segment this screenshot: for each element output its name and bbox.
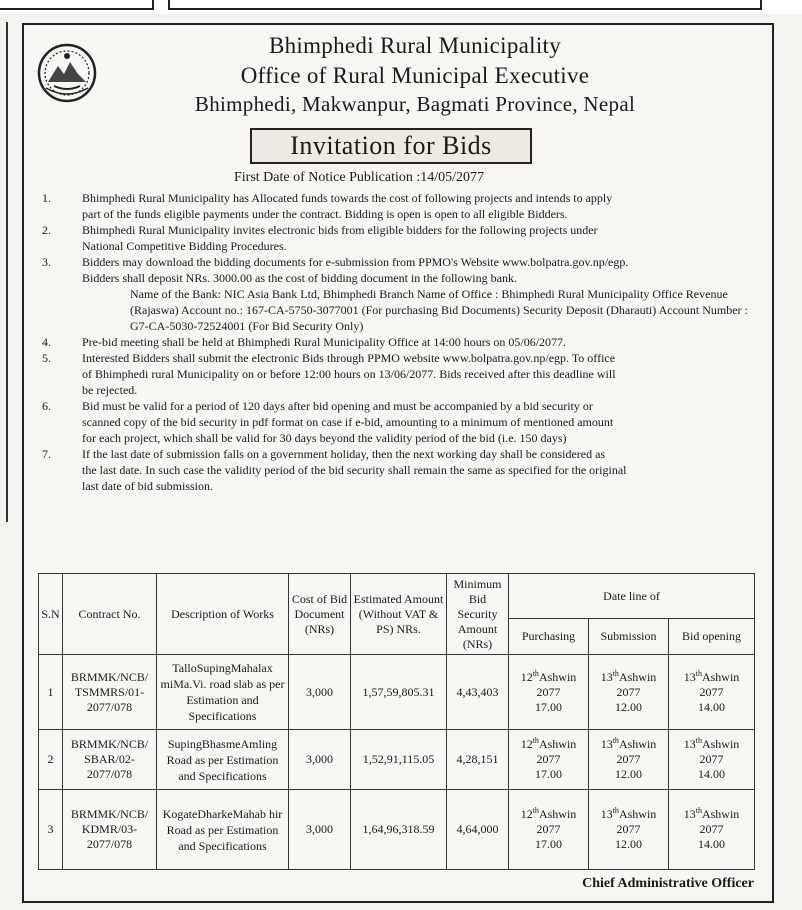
- date-time: 12.00: [615, 699, 642, 714]
- cell-submission-date: [589, 790, 669, 870]
- date-suffix: th: [532, 668, 539, 678]
- date-suffix: th: [612, 668, 619, 678]
- date-month: Ashwin: [538, 737, 577, 751]
- cell-contract: BRMMK/NCB/ KDMR/03- 2077/078: [63, 790, 157, 870]
- date-month: Ashwin: [701, 669, 740, 684]
- date-year: 2077: [616, 752, 641, 766]
- clause-1: [38, 190, 750, 222]
- clause-line: Bidders shall deposit NRs. 3000.00 as the cost of bidding document in the following bank.: [82, 271, 517, 285]
- publication-date: First Date of Notice Publication :14/05/2077: [234, 170, 485, 185]
- cell-submission-date: [589, 730, 669, 790]
- cell-description: SupingBhasmeAmling Road as per Estimation and Specifications: [157, 730, 289, 790]
- date-suffix: th: [612, 736, 619, 745]
- bids-table: [38, 573, 755, 870]
- date-month: Ashwin: [538, 807, 577, 821]
- header-purchasing: Purchasing: [509, 619, 589, 655]
- cell-minimum: 4,43,403: [447, 655, 509, 730]
- table-row: [39, 790, 755, 870]
- date-year: 2077: [699, 822, 724, 836]
- signatory: Chief Administrative Officer: [582, 876, 754, 891]
- date-year: 2077: [616, 684, 641, 699]
- header-sn: S.N: [39, 574, 63, 655]
- clause-7: [38, 446, 750, 494]
- cell-estimated: 1,57,59,805.31: [351, 655, 447, 730]
- bank-details: [38, 286, 750, 334]
- date-day: 12: [520, 807, 533, 821]
- bank-name: Name of the Bank: NIC Asia Bank Ltd, Bhimphedi Branch: [130, 287, 414, 301]
- cell-contract: BRMMK/NCB/ SBAR/02- 2077/078: [63, 730, 157, 790]
- cell-estimated: 1,64,96,318.59: [351, 790, 447, 870]
- header-cost: Cost of Bid Document (NRs): [289, 574, 351, 655]
- cell-contract: BRMMK/NCB/ TSMMRS/01- 2077/078: [63, 655, 157, 730]
- date-time: 14.00: [698, 837, 725, 851]
- nepal-government-emblem-icon: [36, 42, 98, 104]
- date-suffix: th: [532, 806, 539, 815]
- clause-line: Pre-bid meeting shall be held at Bhimphedi Rural Municipality Office at 14:00 hours on 05/06/2077.: [82, 335, 567, 349]
- date-time: 14.00: [698, 767, 725, 781]
- date-year: 2077: [616, 822, 641, 836]
- date-year: 2077: [536, 822, 561, 836]
- clause-2: [38, 222, 750, 254]
- cell-cost: 3,000: [289, 730, 351, 790]
- cell-purchasing-date: [509, 655, 589, 730]
- header-description: Description of Works: [157, 574, 289, 655]
- clause-line: Bhimphedi Rural Municipality has Allocated funds towards the cost of following projects and intends to apply: [82, 191, 613, 205]
- date-month: Ashwin: [618, 737, 657, 751]
- cell-submission-date: [589, 655, 669, 730]
- clause-line: Bidders may download the bidding documents for e-submission from PPMO's Website www.bolpatra.gov.np/egp.: [82, 255, 629, 269]
- clause-line: National Competitive Bidding Procedures.: [82, 239, 287, 253]
- clause-line: If the last date of submission falls on a government holiday, then the next working day shall be considered as: [82, 447, 606, 461]
- table-row: [39, 655, 755, 730]
- header-dateline: Date line of: [509, 574, 755, 619]
- clause-3: [38, 254, 750, 286]
- date-day: 13: [683, 737, 696, 751]
- date-suffix: th: [612, 806, 619, 815]
- cell-opening-date: [669, 730, 755, 790]
- date-day: 13: [600, 669, 613, 684]
- date-time: 12.00: [615, 837, 642, 851]
- clause-5: [38, 350, 750, 398]
- clause-number: 3.: [42, 255, 51, 269]
- date-year: 2077: [536, 684, 561, 699]
- clause-line: last date of bid submission.: [82, 479, 213, 493]
- date-time: 17.00: [535, 699, 562, 714]
- cell-description: TalloSupingMahalax miMa.Vi. road slab as per Estimation and Specifications: [157, 655, 289, 730]
- date-day: 13: [600, 737, 613, 751]
- clause-number: 6.: [42, 399, 51, 413]
- date-month: Ashwin: [538, 669, 577, 684]
- date-suffix: th: [695, 806, 702, 815]
- clause-number: 4.: [42, 335, 51, 349]
- top-clipped-notice: [0, 0, 802, 14]
- cell-opening-date: [669, 790, 755, 870]
- clause-number: 1.: [42, 191, 51, 205]
- clause-line: the last date. In such case the validity period of the bid security shall remain the same as specified for the original: [82, 463, 627, 477]
- cell-cost: 3,000: [289, 655, 351, 730]
- cell-purchasing-date: [509, 730, 589, 790]
- cell-sn: 2: [39, 730, 63, 790]
- notice-title: Invitation for Bids: [250, 128, 532, 164]
- date-suffix: th: [532, 736, 539, 745]
- date-time: 17.00: [535, 767, 562, 781]
- date-time: 17.00: [535, 837, 562, 851]
- cell-sn: 3: [39, 790, 63, 870]
- header-contract: Contract No.: [63, 574, 157, 655]
- cell-minimum: 4,28,151: [447, 730, 509, 790]
- clause-line: for each project, which shall be valid for 30 days beyond the validity period of the bid (i.e. 150 days): [82, 431, 567, 445]
- date-day: 13: [683, 669, 696, 684]
- office-name: Office of Rural Municipal Executive: [240, 63, 590, 88]
- cell-purchasing-date: [509, 790, 589, 870]
- cell-description: KogateDharkeMahab hir Road as per Estimation and Specifications: [157, 790, 289, 870]
- office-account-name: Name of Office : Bhimphedi Rural Municipality Office: [416, 287, 683, 301]
- header-opening: Bid opening: [669, 619, 755, 655]
- clause-line: Bhimphedi Rural Municipality invites electronic bids from eligible bidders for the following projects under: [82, 223, 598, 237]
- date-day: 12: [520, 669, 533, 684]
- cell-opening-date: [669, 655, 755, 730]
- cell-estimated: 1,52,91,115.05: [351, 730, 447, 790]
- date-suffix: th: [695, 668, 702, 678]
- clause-line: of Bhimphedi rural Municipality on or before 12:00 hours on 13/06/2077. Bids received after this deadline will: [82, 367, 616, 381]
- date-month: Ashwin: [618, 807, 657, 821]
- clause-line: be rejected.: [82, 383, 138, 397]
- cell-cost: 3,000: [289, 790, 351, 870]
- clause-number: 7.: [42, 447, 51, 461]
- date-year: 2077: [699, 752, 724, 766]
- clause-line: scanned copy of the bid security in pdf format on case if e-bid, amounting to a minimum of mentioned amount: [82, 415, 614, 429]
- cell-minimum: 4,64,000: [447, 790, 509, 870]
- header-estimated: Estimated Amount (Without VAT & PS) NRs.: [351, 574, 447, 655]
- date-year: 2077: [699, 684, 724, 699]
- clause-line: Bid must be valid for a period of 120 days after bid opening and must be accompanied by a bid security or: [82, 399, 593, 413]
- cell-sn: 1: [39, 655, 63, 730]
- date-day: 12: [520, 737, 533, 751]
- notice-clauses: [38, 190, 750, 494]
- date-suffix: th: [695, 736, 702, 745]
- left-edge-border: [0, 22, 8, 522]
- clause-number: 2.: [42, 223, 51, 237]
- date-day: 13: [683, 807, 696, 821]
- clause-number: 5.: [42, 351, 51, 365]
- date-time: 12.00: [615, 767, 642, 781]
- date-month: Ashwin: [701, 737, 740, 751]
- date-month: Ashwin: [701, 807, 740, 821]
- clause-6: [38, 398, 750, 446]
- clause-line: part of the funds eligible payments under the contract. Bidding is open is open to all eligible Bidders.: [82, 207, 568, 221]
- header-minimum: Minimum Bid Security Amount (NRs): [447, 574, 509, 655]
- date-time: 14.00: [698, 699, 725, 714]
- clause-4: [38, 334, 750, 350]
- revenue-account: Revenue (Rajaswa) Account no.: 167-CA-5750-3077001 (For purchasing Bid Documents): [130, 287, 728, 317]
- clause-line: Interested Bidders shall submit the electronic Bids through PPMO website www.bolpatra.gov.np/egp. To office: [82, 351, 616, 365]
- date-day: 13: [600, 807, 613, 821]
- header-submission: Submission: [589, 619, 669, 655]
- table-row: [39, 730, 755, 790]
- security-deposit-account: Security Deposit (Dharauti) Account Number : G7-CA-5030-72524001 (For Bid Security Only): [130, 303, 748, 333]
- date-month: Ashwin: [618, 669, 657, 684]
- municipality-name: Bhimphedi Rural Municipality: [268, 33, 562, 58]
- date-year: 2077: [536, 752, 561, 766]
- office-address: Bhimphedi, Makwanpur, Bagmati Province, Nepal: [194, 92, 636, 116]
